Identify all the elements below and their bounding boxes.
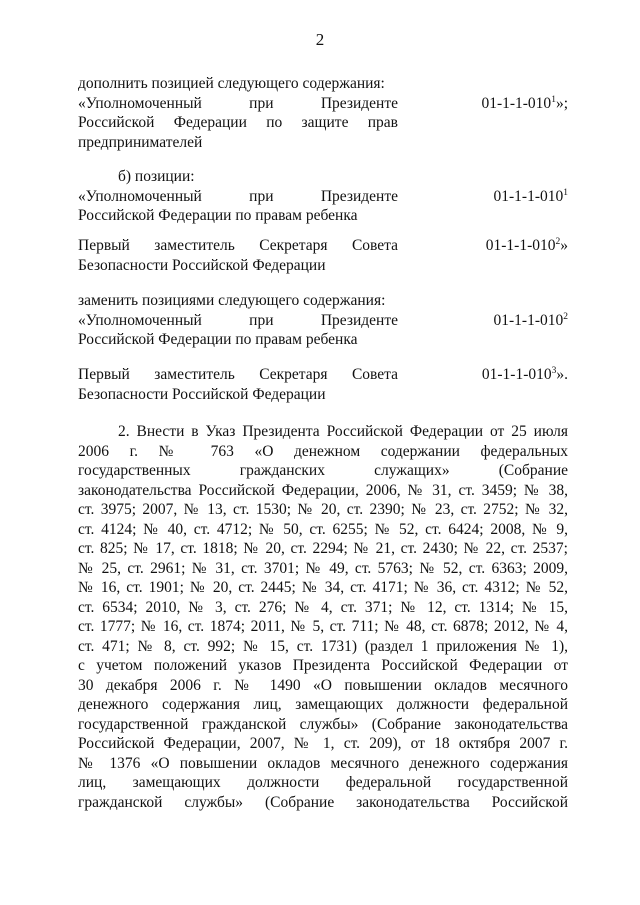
amendment-block-1 <box>78 74 568 152</box>
paragraph-line: государственной гражданской службы» (Собрание законодательства <box>78 715 568 733</box>
block-intro: б) позиции: <box>118 168 195 185</box>
position-line: предпринимателей <box>78 133 203 151</box>
block-intro: заменить позициями следующего содержания: <box>78 292 386 309</box>
paragraph-line: ст. 4124; № 40, ст. 4712; № 50, ст. 6255; № 52, ст. 6424; 2008, № 9, <box>78 520 568 538</box>
position-code: $01-1-1-010^1$ <box>493 187 568 205</box>
position-line: «Уполномоченный при Президенте <box>78 94 398 112</box>
position-line: Российской Федерации по правам ребенка <box>78 331 358 348</box>
position-line: «Уполномоченный при Президенте <box>78 187 398 205</box>
paragraph-line: 2. Внести в Указ Президента Российской Федерации от 25 июля <box>118 423 568 440</box>
paragraph-line: № 1376 «О повышении окладов месячного денежного содержания <box>78 754 568 772</box>
position-line: Российской Федерации по защите прав <box>78 114 398 131</box>
paragraph-line: ст. 1777; № 16, ст. 1874; 2011, № 5, ст. 711; № 48, ст. 6878; 2012, № 4, <box>78 618 568 635</box>
position-line: Первый заместитель Секретаря Совета <box>78 366 398 383</box>
paragraph-line: Российской Федерации, 2007, № 1, ст. 209), от 18 октября 2007 г. <box>78 735 568 752</box>
paragraph-line: № 16, ст. 1901; № 20, ст. 2445; № 34, ст. 4171; № 36, ст. 4312; № 52, <box>78 579 568 596</box>
position-line: Российской Федерации по правам ребенка <box>78 207 358 224</box>
amendment-block-4 <box>78 291 568 350</box>
position-code: $01-1-1-010^3$». <box>481 365 568 383</box>
position-line: Безопасности Российской Федерации <box>78 256 326 274</box>
paragraph-line: с учетом положений указов Президента Российской Федерации от <box>78 657 568 674</box>
paragraph-line: № 25, ст. 2961; № 31, ст. 3701; № 49, ст. 5763; № 52, ст. 6363; 2009, <box>78 559 568 577</box>
paragraph-2 <box>78 422 568 812</box>
amendment-block-2 <box>78 167 568 226</box>
page-number: 2 <box>315 30 325 49</box>
paragraph-line: законодательства Российской Федерации, 2006, № 31, ст. 3459; № 38, <box>78 481 568 499</box>
position-code: $01-1-1-010^2$ <box>493 311 568 329</box>
paragraph-line: 2006 г. № 763 «О денежном содержании федеральных <box>78 442 568 460</box>
paragraph-line: ст. 3975; 2007, № 13, ст. 1530; № 20, ст. 2390; № 23, ст. 2752; № 32, <box>78 501 568 518</box>
paragraph-line: ст. 471; № 8, ст. 992; № 15, ст. 1731) (раздел 1 приложения № 1), <box>78 637 568 655</box>
amendment-block-5 <box>78 365 568 404</box>
paragraph-line: ст. 6534; 2010, № 3, ст. 276; № 4, ст. 371; № 12, ст. 1314; № 15, <box>78 598 568 616</box>
paragraph-line: гражданской службы» (Собрание законодательства Российской <box>78 793 568 811</box>
position-line: «Уполномоченный при Президенте <box>78 311 398 329</box>
paragraph-line: 30 декабря 2006 г. № 1490 «О повышении окладов месячного <box>78 676 568 694</box>
block-intro: дополнить позицией следующего содержания: <box>78 75 385 92</box>
position-line: Безопасности Российской Федерации <box>78 385 326 403</box>
paragraph-line: денежного содержания лиц, замещающих должности федеральной <box>78 696 568 713</box>
position-code: $01-1-1-010^2$» <box>485 236 568 254</box>
paragraph-line: ст. 825; № 17, ст. 1818; № 20, ст. 2294; № 21, ст. 2430; № 22, ст. 2537; <box>78 540 568 557</box>
position-line: Первый заместитель Секретаря Совета <box>78 237 398 254</box>
position-code: $01-1-1-010^1$»; <box>481 94 568 112</box>
amendment-block-3 <box>78 236 568 275</box>
paragraph-line: государственных гражданских служащих» (Собрание <box>78 462 568 479</box>
paragraph-line: лиц, замещающих должности федеральной государственной <box>78 774 568 791</box>
